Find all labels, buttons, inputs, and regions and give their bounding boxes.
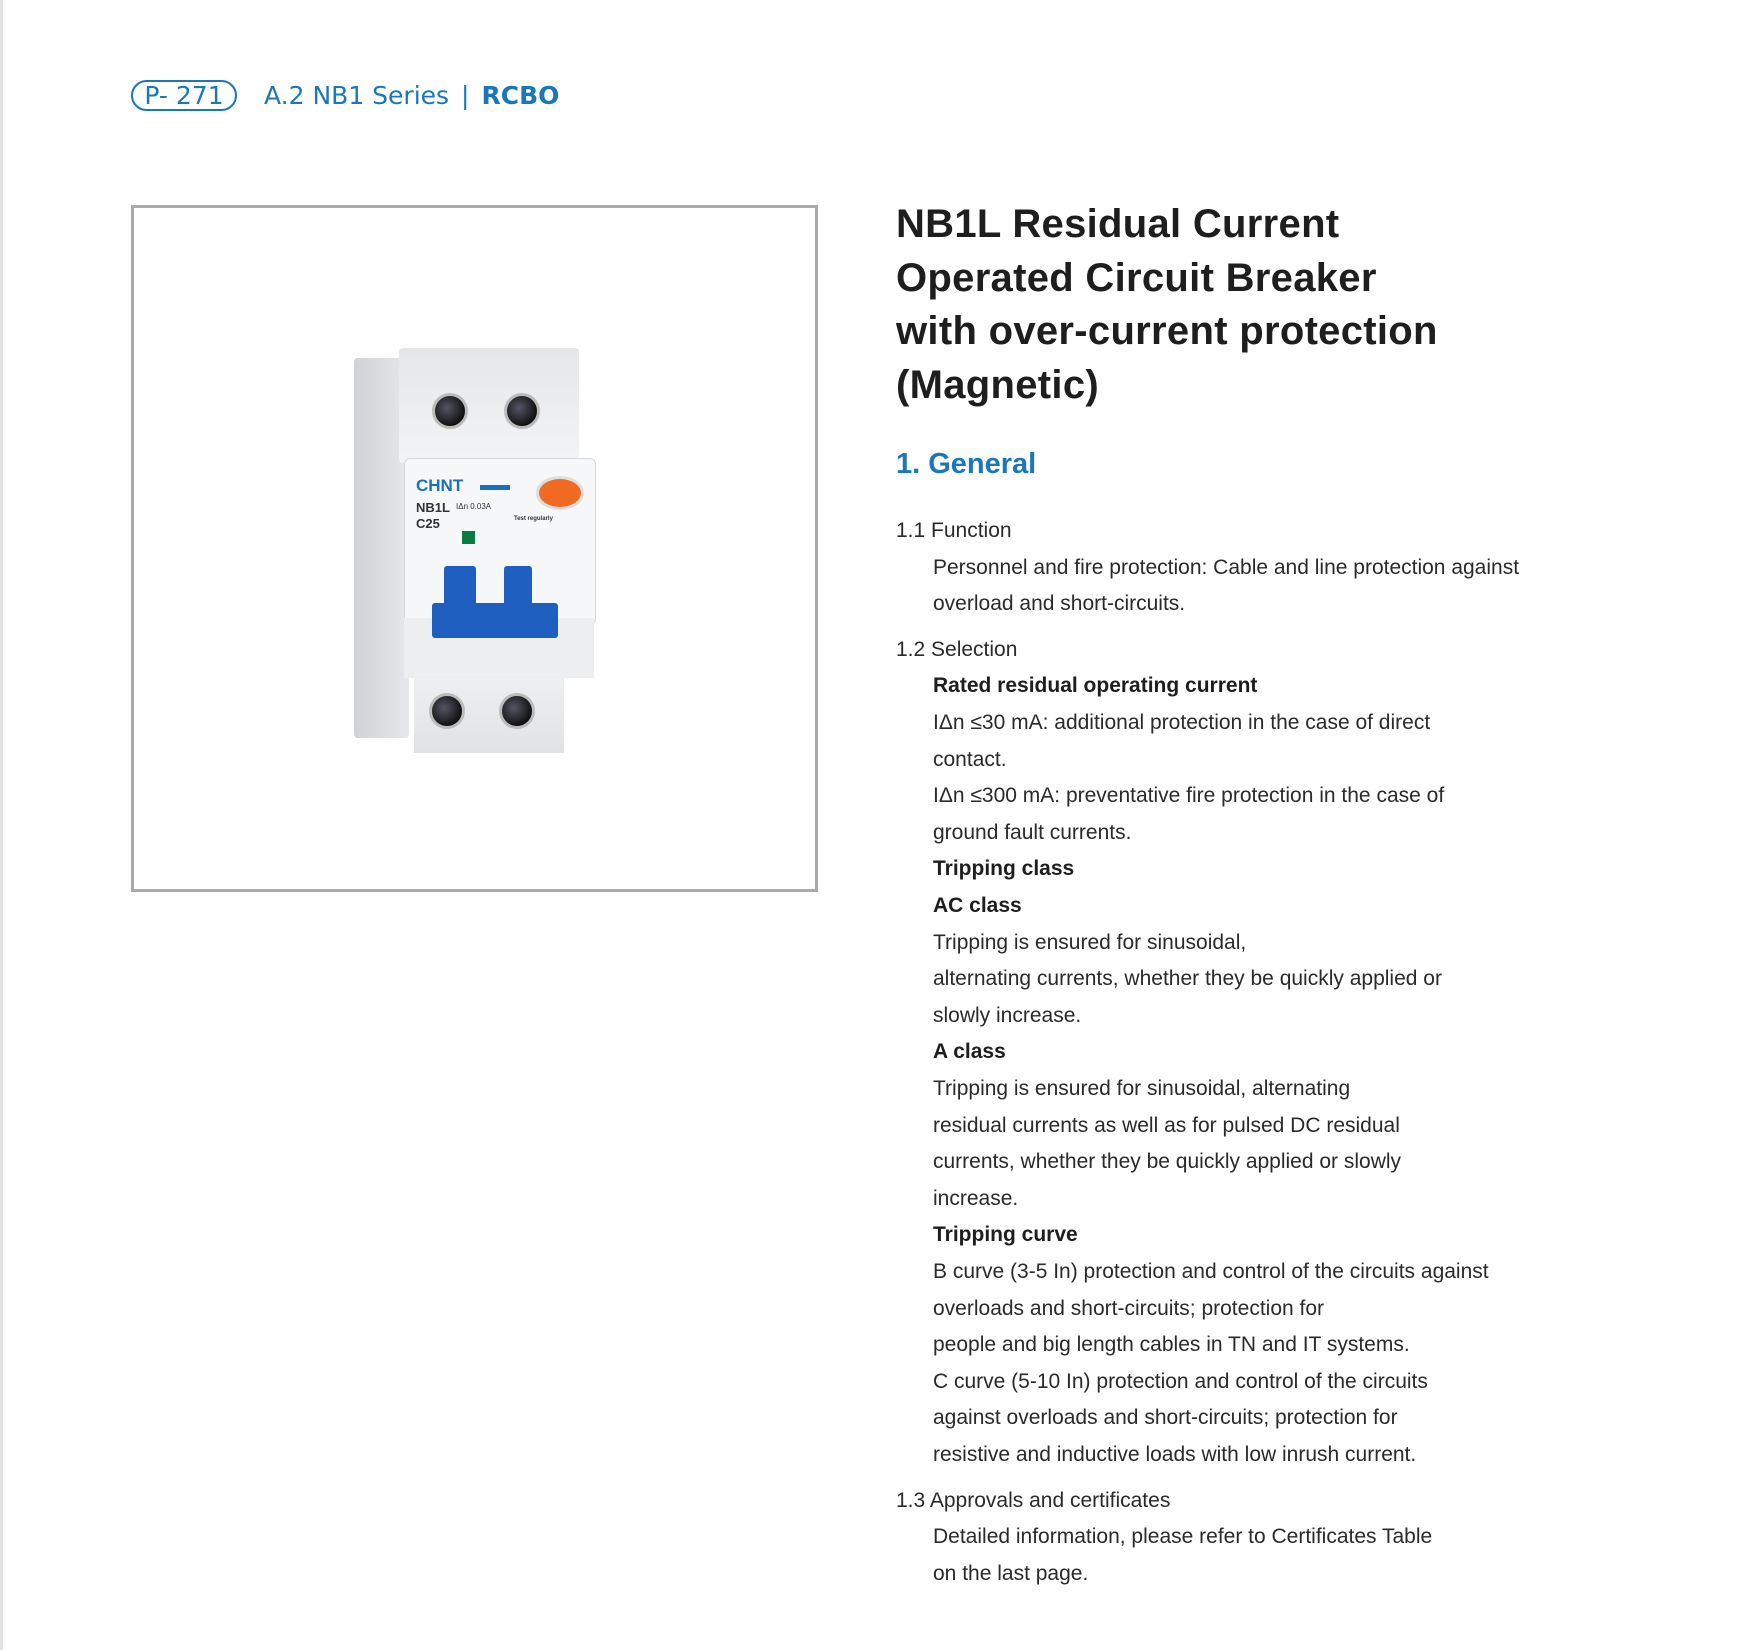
title-line: (Magnetic) (896, 363, 1099, 408)
body-text-line: people and big length cables in TN and IT systems. (933, 1333, 1410, 1357)
body-text-line: against overloads and short-circuits; protection for (933, 1406, 1398, 1430)
body-text-line: slowly increase. (933, 1003, 1082, 1027)
terminal-screw-icon (504, 393, 540, 429)
terminal-screw-icon (429, 693, 465, 729)
test-note-label: Test regularly (514, 516, 553, 522)
toggle-bar (432, 603, 558, 638)
terminal-screw-icon (499, 693, 535, 729)
body-text-line: IΔn ≤300 mA: preventative fire protection in the case of (933, 784, 1445, 808)
test-button (536, 476, 584, 510)
rcbo-product-image (354, 348, 599, 753)
product-image-frame (131, 205, 818, 892)
body-text-line: increase. (933, 1186, 1019, 1210)
body-text-line: Personnel and fire protection: Cable and line protection against (933, 555, 1520, 579)
body-text-line: currents, whether they be quickly applied or slowly (933, 1150, 1402, 1174)
category-label: RCBO (481, 81, 560, 110)
title-line: NB1L Residual Current (896, 202, 1340, 246)
body-text-line: alternating currents, whether they be quickly applied or (933, 967, 1442, 991)
terminal-screw-icon (432, 393, 468, 429)
brand-logo-bar (480, 485, 510, 490)
subsection-heading: 1.1 Function (896, 519, 1012, 542)
body-text-line: Tripping is ensured for sinusoidal, (933, 930, 1247, 954)
page-header (131, 78, 559, 113)
rating-label: C25 (416, 516, 440, 531)
body-text-line: resistive and inductive loads with low inrush current. (933, 1443, 1417, 1466)
top-terminal-block (399, 348, 579, 463)
subsection-heading: 1.3 Approvals and certificates (896, 1488, 1171, 1512)
subheading: A class (933, 1040, 1006, 1064)
body-text-line: residual currents as well as for pulsed DC residual (933, 1113, 1400, 1137)
subheading: Rated residual operating current (933, 674, 1258, 698)
page-edge (0, 0, 3, 1650)
subheading: AC class (933, 894, 1022, 917)
body-text-line: ground fault currents. (933, 820, 1132, 844)
title-line: Operated Circuit Breaker (896, 255, 1377, 300)
body-text-line: IΔn ≤30 mA: additional protection in the case of direct (933, 711, 1431, 734)
body-text-line: B curve (3-5 In) protection and control of the circuits against (933, 1260, 1489, 1283)
page-number-badge: P- 271 (131, 80, 237, 111)
sensitivity-label: IΔn 0.03A (456, 502, 492, 511)
indicator-led (462, 531, 475, 544)
subheading: Tripping class (933, 857, 1075, 881)
brand-logo: CHNT (416, 476, 464, 495)
body-text-line: contact. (933, 747, 1007, 771)
model-label: NB1L (416, 500, 450, 515)
series-label: A.2 NB1 Series (264, 81, 450, 110)
section-heading-general: 1. General (896, 448, 1037, 480)
header-separator: | (461, 81, 470, 110)
subheading: Tripping curve (933, 1223, 1078, 1247)
body-text-line: Tripping is ensured for sinusoidal, alternating (933, 1077, 1351, 1100)
body-text-line: Detailed information, please refer to Certificates Table (933, 1525, 1433, 1549)
body-text-line: overloads and short-circuits; protection for (933, 1296, 1325, 1320)
title-line: with over-current protection (896, 309, 1438, 354)
body-text-line: C curve (5-10 In) protection and control of the circuits (933, 1369, 1428, 1393)
body-text-line: on the last page. (933, 1561, 1089, 1585)
body-text-line: overload and short-circuits. (933, 592, 1186, 616)
product-title (896, 198, 1438, 413)
subsection-heading: 1.2 Selection (896, 637, 1018, 661)
